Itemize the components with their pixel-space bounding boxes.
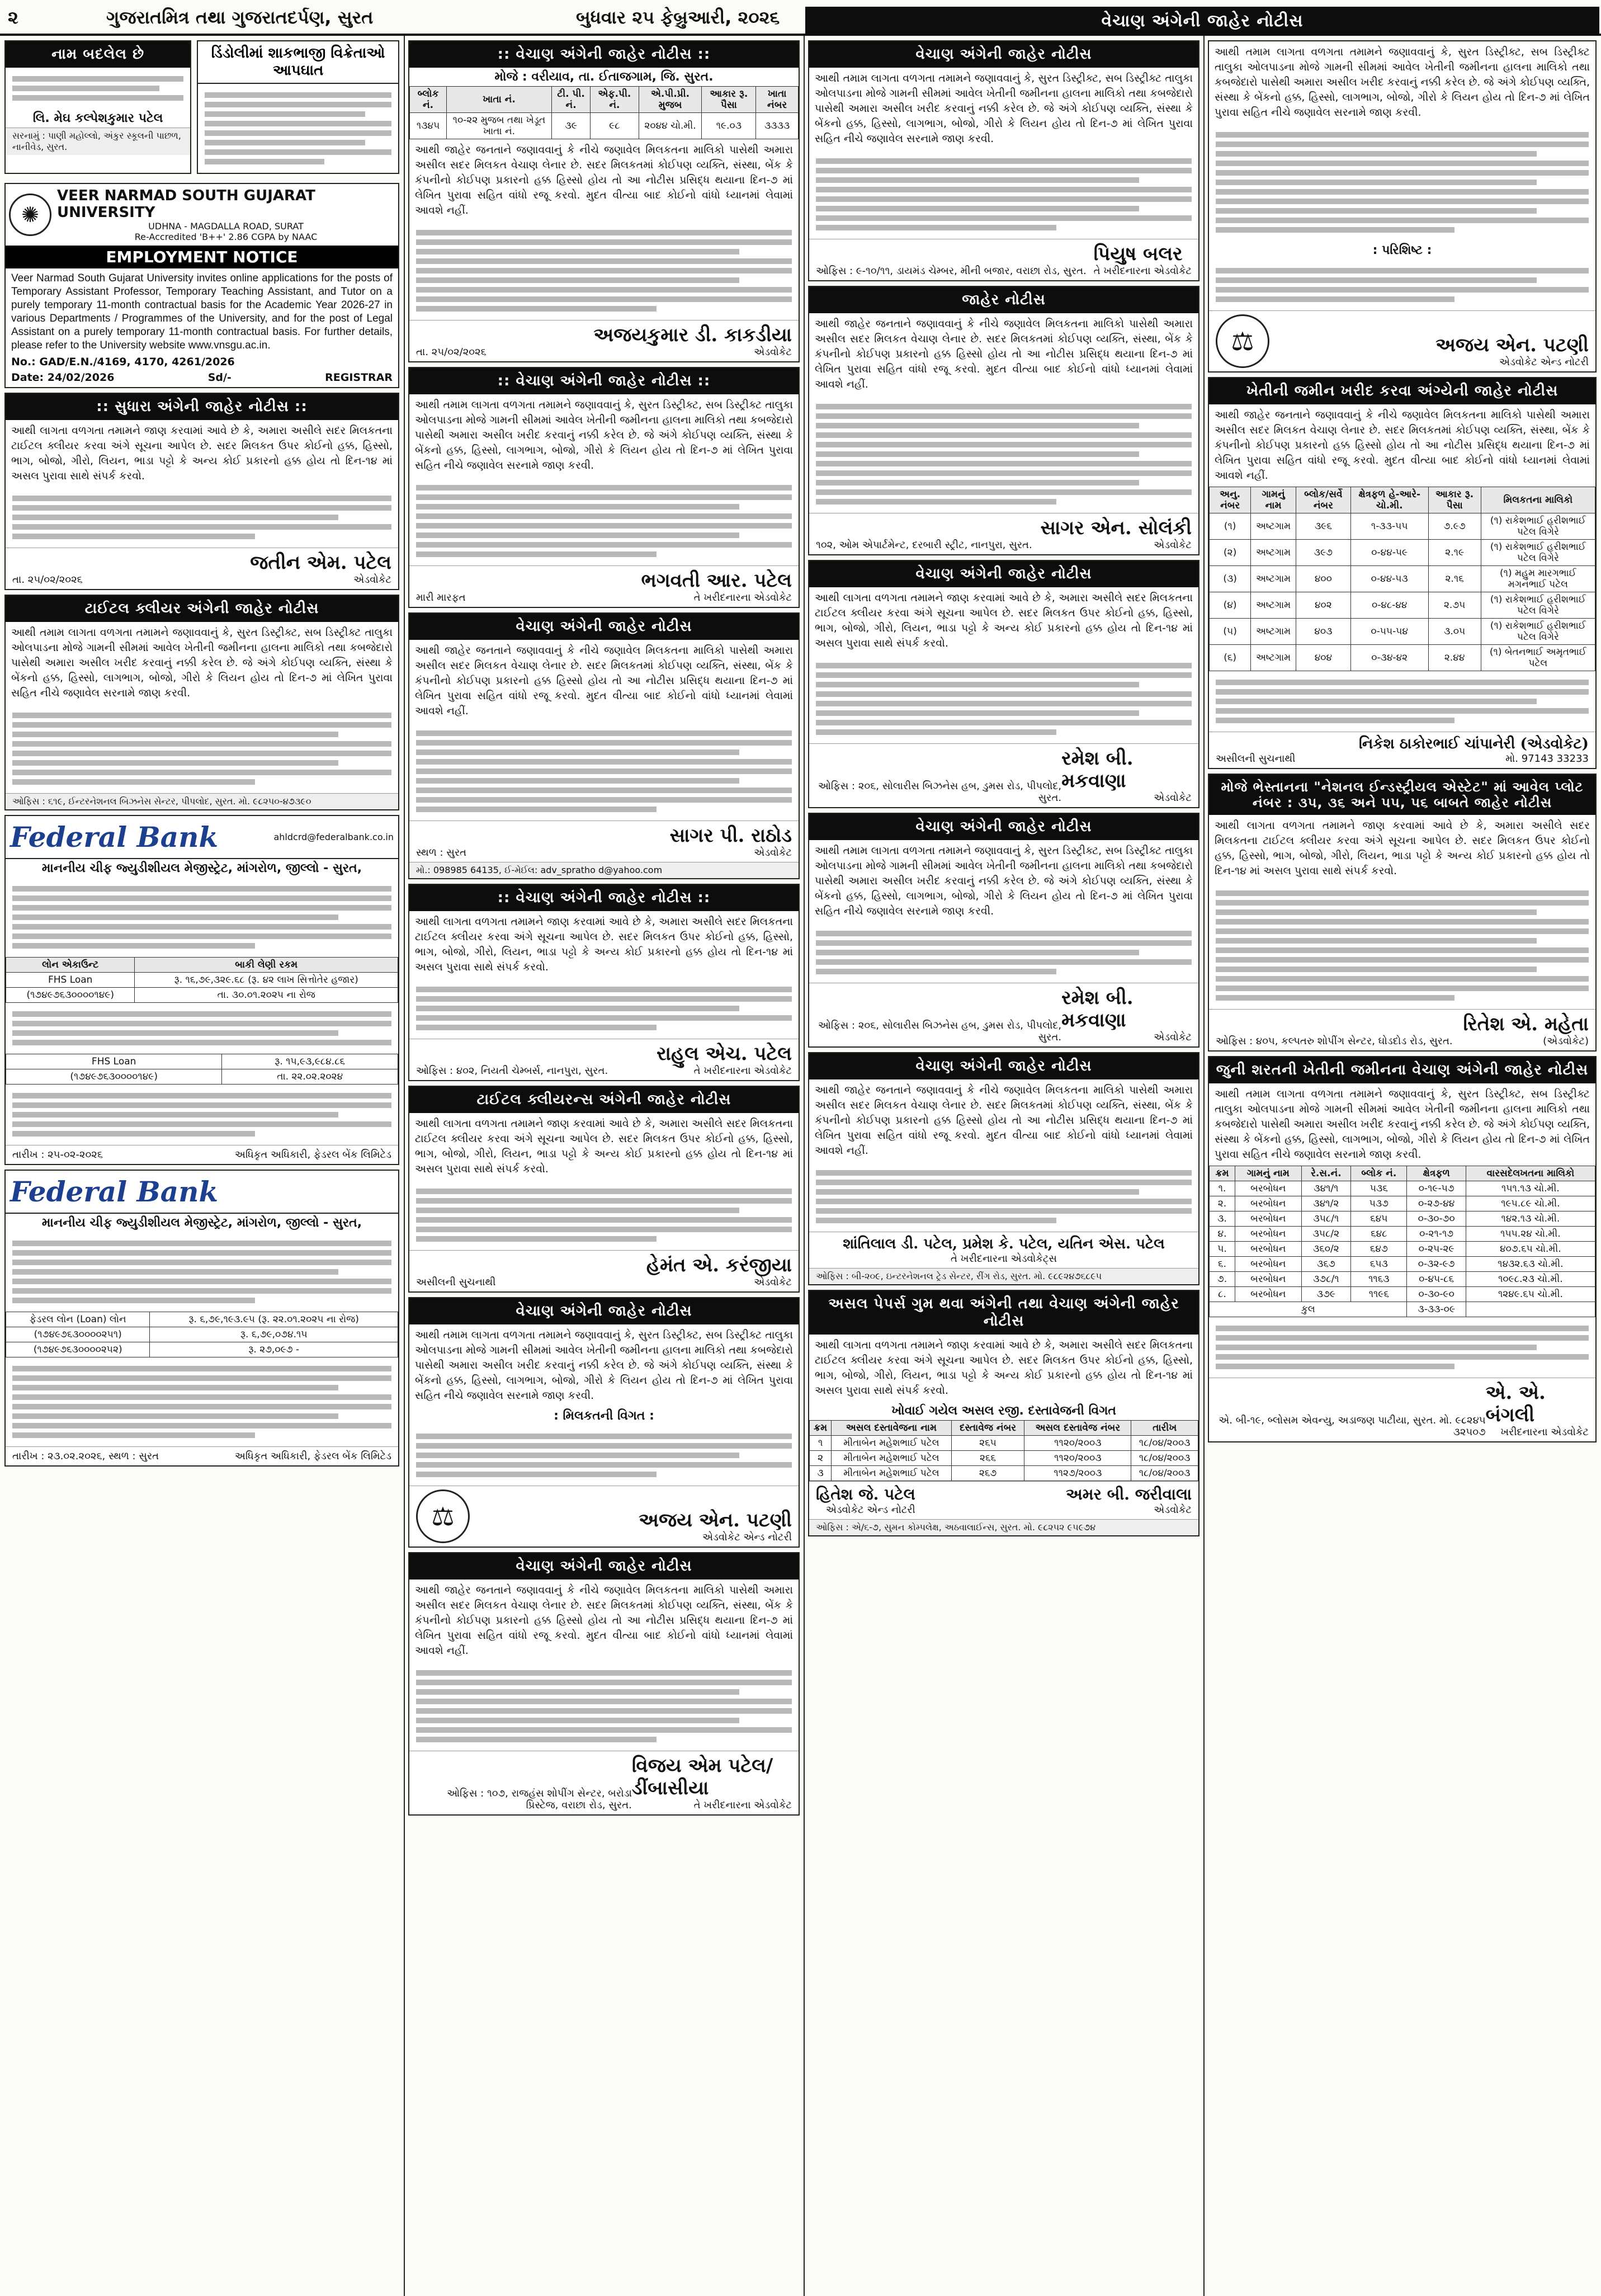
sale-notice-2: [408, 367, 800, 608]
signature-block: શાંતિલાલ ડી. પટેલ, પ્રમેશ કે. પટેલ, યતિન એસ. પટેલ તે ખરીદનારના એડવોકેટ્સ: [809, 1232, 1198, 1268]
notice-heading: ટાઈટલ ક્લીયરન્સ અંગેની જાહેર નોટીસ: [409, 1087, 799, 1113]
table-row: કુલ ૩-૩૩-૦૯: [1210, 1302, 1595, 1317]
advocate-name: અમર બી. જરીવાલા: [1066, 1485, 1192, 1503]
article-title: ડિંડોલીમાં શાકભાજી વિક્રેતાઓ આપઘાત: [198, 41, 398, 84]
notice-heading: વેચાણ અંગેની જાહેર નોટીસ: [409, 614, 799, 640]
table-row: (૧૭૪૯૭૬૩૦૦૦૦૧૪૯) તા. ૩૦.૦૧.૨૦૨૫ ના રોજ: [6, 988, 398, 1003]
notice-heading: :: વેચાણ અંગેની જાહેર નોટીસ ::: [409, 368, 799, 394]
column-rule: [804, 36, 805, 2296]
column-2: [408, 36, 800, 2296]
column-1: [4, 36, 399, 2296]
bank-header: [6, 1171, 398, 1214]
court-heading: માનનીય ચીફ જ્યુડીશીયલ મેજીસ્ટ્રેટ, માંગરોળ, જીલ્લો - સુરત,: [41, 1216, 362, 1230]
sale-notice-3: [408, 612, 800, 879]
top-row: [4, 36, 399, 178]
signature-block: ⚖ અજય એન. પટણી એડવોકેટ એન્ડ નોટરી: [1209, 310, 1595, 371]
employment-heading: EMPLOYMENT NOTICE: [6, 246, 398, 268]
advocate-name: રિતેશ એ. મહેતા: [1463, 1013, 1589, 1035]
table-row: (૧૭૪૯૭૬૩૦૦૦૦૨૫૧) રૂ. ૬,૭૯,૦૭૪.૧૫: [6, 1327, 398, 1342]
table-row: ૬. બરબોધન ૩૬૭ ૬૫૩ ૦-૩૨-૯૭ ૧૪૩૨.૬૩ ચો.મી.: [1210, 1257, 1595, 1272]
issue-date: બુધવાર ૨૫ ફેબ્રુઆરી, ૨૦૨૬: [576, 7, 780, 28]
notice-heading: ખેતીની જમીન ખરીદ કરવા અંગ્યેની જાહેર નોટીસ: [1209, 378, 1595, 404]
notice-heading: :: વેચાણ અંગેની જાહેર નોટીસ ::: [409, 885, 799, 911]
office-address: ઓફિસ : ૬૧૯, ઈન્ટરનેશનલ બિઝનેસ સેન્ટર, પીપલોદ, સુરત. મો. ૯૮૨૫૦-૪૭૩૯૦: [6, 793, 398, 809]
column-4: [1208, 36, 1597, 2296]
university-seal-icon: ✺: [9, 194, 51, 236]
table-row: ૧. બરબોધન ૩૪૧/૧ ૫૩૬ ૦-૧૯-૫૭ ૧૫૧.૧૩ ચો.મી.: [1210, 1181, 1595, 1196]
advocate-name: એ. એ. બંગલી: [1485, 1382, 1546, 1426]
notice-heading: વેચાણ અંગેની જાહેર નોટીસ: [809, 41, 1198, 68]
notice-heading: વેચાણ અંગેની જાહેર નોટીસ: [809, 1053, 1198, 1079]
advocate-name: વિજય એમ પટેલ/ડીંબાસીયા: [631, 1755, 773, 1799]
agri-land-table: અનુ. નંબર ગામનું નામ બ્લોક/સર્વે નંબર ક્ષેત્રફળ હે-આરે-ચો.મી. આકાર રૂ. પૈસા મિલકતના માલિકો (૧) અષ્ટગામ ૩૯૬ ૧-૩૩-૫૫ ૭.૯૭ (૧) રાકેશભાઈ હરીશભાઈ પટેલ વિગેરે (૨) અષ્ટગામ ૩૯૭ ૦-૪૪-૫૯ ૨.૧૯ (૧) રાકેશભાઈ હરીશભાઈ પટેલ વિગેરે (૩) અષ્ટગામ ૪૦૦ ૦-૪૪-૫૩ ૨.૧૬ (૧) મહુમ મારગભાઈ મગનભાઈ પટેલ (૪) અષ્ટગામ ૪૦૨ ૦-૪૮-૪૪ ૨.૭૫ (૧) રાકેશભાઈ હરીશભાઈ પટેલ વિગેરે (૫) અષ્ટગામ ૪૦૩ ૦-૫૫-૫૪ ૩.૦૫ (૧) રાકેશભાઈ હરીશભાઈ પટેલ વિગેરે (૬) અષ્ટગામ ૪૦૪ ૦-૩૪-૪૨ ૨.૪૪ (૧) બેતનભાઈ અમૃતભાઈ પટેલ: [1209, 487, 1595, 671]
signature-block: ઓફિસ : ૨૦૬, સોલારીસ બિઝનેસ હબ, ડુમસ રોડ, પીપલોદ, સુરત. રમેશ બી. મકવાણા એડવોકેટ: [809, 743, 1198, 807]
notice-body: આથી લાગતા વળગતા તમામને જાણ કરવામાં આવે છે કે, અમારા અસીલે સદર મિલકતના ટાઈટલ ક્લીયર કરવા અંગે સૂચના આપેલ છે. સદર મિલકત ઉપર કોઈનો હક્ક, હિસ્સો, ભાગ, બોજો, ગીરો, લિયન, ભાડા પટ્ટો કે અન્ય કોઈ પ્રકારનો હક્ક હોય તો દિન-૧૪ માં અસલ પુરાવા સાથે સંપર્ક કરવો.: [415, 916, 793, 973]
signature-block: તા. ૨૫/૦૨/૨૦૨૬ અજયકુમાર ડી. કાકડીયા એડવોકેટ: [409, 320, 799, 361]
advocate-contact: મો.: 098985 64135, ઈ-મેઈલ: adv_spratho d@yahoo.com: [409, 862, 799, 878]
survey-table: બ્લોક નં. ખાતા નં. ટી. પી. નં. એફ.પી. નં. એ.પી.પ્રી. મુજબ આકાર રૂ. પૈસા ખાતા નંબર ૧૩૪૫ ૧૦-૨૨ મુજબ તથા ખેડૂત ખાતા નં. ૩૯ ૯૮ ૨૦૪૪ ચો.મી. ૧૯.૦૩ ૩૩૩૩: [409, 86, 799, 139]
notice-body: આથી તમામ લાગતા વળગતા તમામને જણાવવાનું કે, સુરત ડિસ્ટ્રીક્ટ, સબ ડિસ્ટ્રીક્ટ તાલુકા ઓલપાડના મોજે ગામની સીમમાં આવેલ ખેતીની જમીનના હાલના માલિકો તથા કબજેદારો પાસેથી અમારા અસીલ ખરીદ કરવાનું નક્કી કરેલ છે. જે અંગે કોઈપણ વ્યક્તિ, સંસ્થા કે બેંકનો હક્ક, હિસ્સો, લાગભાગ, બોજો, ગીરો કે લિયન હોય તો દિન-૭ માં લેખિત પુરાવા સહિત નીચે જણાવેલ સરનામે જાણ કરવી.: [415, 399, 793, 472]
signature-block: ઓફિસ : ૯-૧૦/૧૧, ડાયમંડ ચેમ્બર, મીની બજાર, વરાછા રોડ, સુરત. પિયુષ બલર તે ખરીદનારના એડવોકેટ: [809, 239, 1198, 280]
university-address: UDHNA - MAGDALLA ROAD, SURAT: [148, 221, 304, 232]
notice-body: આથી લાગતા વળગતા તમામને જાણ કરવામાં આવે છે કે, અમારા અસીલે સદર મિલકતના ટાઈટલ ક્લીયર કરવા અંગે સૂચના આપેલ છે. સદર મિલકત ઉપર કોઈનો હક્ક, હિસ્સો, ભાગ, બોજો, ગીરો, લિયન, ભાડા પટ્ટો કે અન્ય કોઈ પ્રકારનો હક્ક હોય તો દિન-૧૪ માં અસલ પુરાવા સાથે સંપર્ક કરવો.: [11, 425, 393, 482]
sale-notice-9: [808, 813, 1199, 1048]
notice-body: આથી જાહેર જનતાને જણાવવાનું કે નીચે જણાવેલ મિલકતના માલિકો પાસેથી અમારા અસીલ સદર મિલકત વેચાણ લેનાર છે. સદર મિલકતમાં કોઈપણ વ્યક્તિ, સંસ્થા, બેંક કે કંપનીનો કોઈપણ પ્રકારનો હક્ક હિસ્સો હોય તો આ નોટીસ પ્રસિદ્ધ થયાના દિન-૭ માં લેખિત પુરાવા સહિત વાંધો રજૂ કરવો. મુદત વીત્યા બાદ કોઈનો વાંધો ધ્યાનમાં લેવામાં આવશે નહીં.: [415, 1584, 793, 1657]
notice-heading: :: સુધારા અંગેની જાહેર નોટીસ ::: [6, 394, 398, 420]
table-row: (૬) અષ્ટગામ ૪૦૪ ૦-૩૪-૪૨ ૨.૪૪ (૧) બેતનભાઈ અમૃતભાઈ પટેલ: [1210, 645, 1595, 671]
registrar: REGISTRAR: [325, 371, 393, 384]
public-notice: [808, 286, 1199, 555]
sale-notice-8: [808, 560, 1199, 808]
advocate-name: ભગવતી આર. પટેલ: [641, 569, 792, 592]
advocate-name: નિકેશ ઠાકોરભાઈ ચાંપાનેરી (એડવોકેટ): [1358, 736, 1589, 752]
table-row: ફેડરલ લોન (Loan) લોન રૂ. ૬,૭૯,૧૯૩.૯૫ (રૂ. ૨૨.૦૧.૨૦૨૫ ના રોજ): [6, 1312, 398, 1327]
sale-notice-4: [408, 884, 800, 1081]
bank-signature: તારીખ : ૨૫-૦૨-૨૦૨૬ અધિકૃત અધિકારી, ફેડરલ બેંક લિમિટેડ: [6, 1145, 398, 1164]
column-3: [808, 36, 1199, 2296]
table-row: (૨) અષ્ટગામ ૩૯૭ ૦-૪૪-૫૯ ૨.૧૯ (૧) રાકેશભાઈ હરીશભાઈ પટેલ વિગેરે: [1210, 540, 1595, 566]
notice-heading: નામ બદલેલ છે: [6, 41, 190, 68]
date: તા. ૨૫/૦૨/૨૦૨૬: [12, 574, 83, 586]
notice-body: આથી તમામ લાગતા વળગતા તમામને જણાવવાનું કે, સુરત ડિસ્ટ્રીક્ટ, સબ ડિસ્ટ્રીક્ટ તાલુકા ઓલપાડના મોજે ગામની સીમમાં આવેલ ખેતીની જમીનના હાલના માલિકો તથા કબજેદારો પાસેથી અમારા અસીલ ખરીદ કરવાનું નક્કી કરેલ છે. જે અંગે કોઈપણ વ્યક્તિ, સંસ્થા કે બેંકનો હક્ક, હિસ્સો, લાગભાગ, બોજો, ગીરો કે લિયન હોય તો દિન-૭ માં લેખિત પુરાવા સહિત નીચે જણાવેલ સરનામે જાણ કરવી.: [1215, 46, 1590, 119]
name-change-notice: [4, 40, 191, 174]
sale-notice-7: [808, 40, 1199, 281]
old-tenure-rows: [1210, 1181, 1595, 1302]
table-row: FHS Loan રૂ. ૧૫,૯૩,૯૮૪.૮૬: [6, 1054, 398, 1069]
table-row: ૨ મીતાબેન મહેશભાઈ પટેલ ૨૬૬ ૧૧૨૦/૨૦૦૩ ૧૮/૦૪/૨૦૦૩: [810, 1451, 1198, 1466]
notice-heading: વેચાણ અંગેની જાહેર નોટીસ: [809, 814, 1198, 840]
notice-body: આથી લાગતા વળગતા તમામને જાણ કરવામાં આવે છે કે, અમારા અસીલે સદર મિલકતના ટાઈટલ ક્લીયર કરવા અંગે સૂચના આપેલ છે. સદર મિલકત ઉપર કોઈનો હક્ક, હિસ્સો, ભાગ, બોજો, ગીરો, લિયન, ભાડા પટ્ટો કે અન્ય કોઈ પ્રકારનો હક્ક હોય તો દિન-૧૪ માં અસલ પુરાવા સાથે સંપર્ક કરવો.: [415, 1118, 793, 1175]
notice-body: [6, 68, 190, 109]
old-tenure-land-notice: [1208, 1056, 1597, 1442]
advocate-name: રમેશ બી. મકવાણા: [1061, 747, 1134, 792]
signature-block: ⚖ અજય એન. પટણી એડવોકેટ એન્ડ નોટરી: [409, 1486, 799, 1547]
loan-table: [6, 1312, 398, 1357]
university-accreditation: Re-Accredited 'B++' 2.86 CGPA by NAAC: [134, 232, 318, 242]
sale-notice-5: વેચાણ અંગેની જાહેર નોટીસ આથી તમામ લાગતા વળગતા તમામને જણાવવાનું કે, સુરત ડિસ્ટ્રીક્ટ, સબ ડિસ્ટ્રીક્ટ તાલુકા ઓલપાડના મોજે ગામની સીમમાં આવેલ ખેતીની જમીનના હાલના માલિકો તથા કબજેદારો પાસેથી અમારા અસીલ ખરીદ કરવાનું નક્કી કરેલ છે. જે અંગે કોઈપણ વ્યક્તિ, સંસ્થા કે બેંકનો હક્ક, હિસ્સો, લાગભાગ, બોજો, ગીરો કે લિયન હોય તો દિન-૭ માં લેખિત પુરાવા સહિત નીચે જણાવેલ સરનામે જાણ કરવી. : મિલકતની વિગત : ⚖ અજય એન. પટણી એડવોકેટ એન્ડ નોટરી: [408, 1297, 800, 1548]
table-row: (૧) અષ્ટગામ ૩૯૬ ૧-૩૩-૫૫ ૭.૯૭ (૧) રાકેશભાઈ હરીશભાઈ પટેલ વિગેરે: [1210, 513, 1595, 540]
paper-name: ગુજરાતમિત્ર તથા ગુજરાતદર્પણ, સુરત: [106, 7, 374, 28]
notice-heading: જુની શરતની ખેતીની જમીનના વેચાણ અંગેની જાહેર નોટીસ: [1209, 1057, 1595, 1083]
title-clearance-notice: [408, 1086, 800, 1293]
federal-bank-notice-1: [4, 815, 399, 1165]
advocate-name: હિતેશ જે. પટેલ: [816, 1485, 915, 1503]
sale-notice-10: વેચાણ અંગેની જાહેર નોટીસ આથી જાહેર જનતાને જણાવવાનું કે નીચે જણાવેલ મિલકતના માલિકો પાસેથી અમારા અસીલ સદર મિલકત વેચાણ લેનાર છે. સદર મિલકતમાં કોઈપણ વ્યક્તિ, સંસ્થા, બેંક કે કંપનીનો કોઈપણ પ્રકારનો હક્ક હિસ્સો હોય તો આ નોટીસ પ્રસિદ્ધ થયાના દિન-૭ માં લેખિત પુરાવા સહિત વાંધો રજૂ કરવો. મુદત વીત્યા બાદ કોઈનો વાંધો ધ્યાનમાં લેવામાં આવશે નહીં. શાંતિલાલ ડી. પટેલ, પ્રમેશ કે. પટેલ, યતિન એસ. પટેલ તે ખરીદનારના એડવોકેટ્સ ઓફિસ : બી-૨૦૯, ઇન્ટરનેશનલ ટ્રેડ સેન્ટર, રીંગ રોડ, સુરત. મો. ૯૮૯૨૪૭૬૮૯૫: [808, 1052, 1199, 1285]
signature-block: ઓફિસ : ૨૦૬, સોલારીસ બિઝનેસ હબ, ડુમસ રોડ, પીપલોદ, સુરત. રમેશ બી. મકવાણા એડવોકેટ: [809, 983, 1198, 1046]
column-rule: [404, 36, 405, 2296]
notice-heading: જાહેર નોટીસ: [809, 287, 1198, 313]
university-header: [6, 184, 398, 246]
university-footer-2: [6, 371, 398, 387]
bank-signature: તારીખ : ૨૩.૦૨.૨૦૨૬, સ્થળ : સુરત અધિકૃત અધિકારી, ફેડરલ બેંક લિમિટેડ: [6, 1446, 398, 1465]
advocate-name: જતીન એમ. પટેલ: [250, 551, 391, 574]
notice-heading: મોજે ભેસ્તાનના "નેશનલ ઈન્ડસ્ટ્રીયલ એસ્ટેટ" માં આવેલ પ્લોટ નંબર : ૩૫, ૩૬ અને ૫૫, ૫૬ બાબતે જાહેર નોટીસ: [1209, 775, 1595, 815]
agri-land-notice: [1208, 377, 1597, 769]
loan-table: [6, 1054, 398, 1085]
masthead-heading: વેચાણ અંગેની જાહેર નોટીસ: [805, 7, 1599, 35]
table-row: ૧ મીતાબેન મહેશભાઈ પટેલ ૨૬૫ ૧૧૨૦/૨૦૦૩ ૧૮/૦૪/૨૦૦૩: [810, 1436, 1198, 1451]
notice-body: આથી તમામ લાગતા વળગતા તમામને જણાવવાનું કે, સુરત ડિસ્ટ્રીક્ટ, સબ ડિસ્ટ્રીક્ટ તાલુકા ઓલપાડના મોજે ગામની સીમમાં આવેલ ખેતીની જમીનના હાલના માલિકો તથા કબજેદારો પાસેથી અમારા અસીલ ખરીદ કરવાનું નક્કી કરેલ છે. જે અંગે કોઈપણ વ્યક્તિ, સંસ્થા કે બેંકનો હક્ક, હિસ્સો, લાગભાગ, બોજો, ગીરો કે લિયન હોય તો દિન-૭ માં લેખિત પુરાવા સહિત નીચે જણાવેલ સરનામે જાણ કરવી.: [11, 626, 393, 699]
university-footer: [6, 356, 398, 371]
table-row: ૭. બરબોધન ૩૭૮/૧ ૧૧૬૩ ૦-૪૫-૮૬ ૧૦૯૮.૨૩ ચો.મી.: [1210, 1272, 1595, 1287]
advocate-name: શાંતિલાલ ડી. પટેલ, પ્રમેશ કે. પટેલ, યતિન એસ. પટેલ: [843, 1236, 1165, 1252]
federal-bank-notice-2: [4, 1170, 399, 1467]
bank-email: ahldcrd@federalbank.co.in: [273, 832, 394, 842]
title-clear-notice: [4, 595, 399, 810]
university-notice: [4, 183, 399, 388]
notice-heading: વેચાણ અંગેની જાહેર નોટીસ: [409, 1553, 799, 1580]
table-row: ૩ મીતાબેન મહેશભાઈ પટેલ ૨૬૭ ૧૧૨૭/૨૦૦૩ ૧૮/૦૪/૨૦૦૩: [810, 1466, 1198, 1481]
table-row: ૧૩૪૫ ૧૦-૨૨ મુજબ તથા ખેડૂત ખાતા નં. ૩૯ ૯૮ ૨૦૪૪ ચો.મી. ૧૯.૦૩ ૩૩૩૩: [410, 113, 799, 139]
signature-block: મારી મારફત ભગવતી આર. પટેલ તે ખરીદનારના એડવોકેટ: [409, 565, 799, 607]
bank-header: [6, 816, 398, 859]
village-line: મોજે : વરીયાવ, તા. ઈતાજગામ, જિ. સુરત.: [494, 70, 714, 84]
court-heading: માનનીય ચીફ જ્યુડીશીયલ મેજીસ્ટ્રેટ, માંગરોળ, જીલ્લો - સુરત,: [41, 861, 362, 875]
signature-block: સ્થળ : સુરત સાગર પી. રાઠોડ એડવોકેટ: [409, 821, 799, 862]
signature-block: ઓફિસ : ૪૦૨, નિયતી ચેમ્બર્સ, નાનપુરા, સુરત. રાહુલ એચ. પટેલ તે ખરીદનારના એડવોકેટ: [409, 1039, 799, 1080]
page-number: ૨: [8, 7, 18, 28]
notary-seal-icon: ⚖: [1216, 314, 1269, 368]
signature-block: અસીલની સુચનાથી હેમંત એ. કરંજીયા એડવોકેટ: [409, 1250, 799, 1291]
signature-block: તા. ૨૫/૦૨/૨૦૨૬ જતીન એમ. પટેલ એડવોકેટ: [6, 548, 398, 589]
federal-bank-logo: Federal Bank: [10, 821, 219, 854]
advocate-name: પિયુષ બલર: [1093, 243, 1183, 265]
notice-body: આથી લાગતા વળગતા તમામને જાણ કરવામાં આવે છે કે, અમારા અસીલે સદર મિલકતના ટાઈટલ ક્લીયર કરવા અંગે સૂચના આપેલ છે. સદર મિલકત ઉપર કોઈનો હક્ક, હિસ્સો, ભાગ, બોજો, ગીરો, લિયન, ભાડા પટ્ટો કે અન્ય કોઈ પ્રકારનો હક્ક હોય તો દિન-૧૪ માં અસલ પુરાવા સાથે સંપર્ક કરવો.: [1215, 819, 1590, 877]
sale-notice-6: [408, 1552, 800, 1816]
notice-heading: અસલ પેપર્સ ગુમ થવા અંગેની તથા વેચાણ અંગેની જાહેર નોટીસ: [809, 1291, 1198, 1335]
notice-body: આથી તમામ લાગતા વળગતા તમામને જણાવવાનું કે, સુરત ડિસ્ટ્રીક્ટ, સબ ડિસ્ટ્રીક્ટ તાલુકા ઓલપાડના મોજે ગામની સીમમાં આવેલ ખેતીની જમીનના હાલના માલિકો તથા કબજેદારો પાસેથી અમારા અસીલ ખરીદ કરવાનું નક્કી કરેલ છે. જે અંગે કોઈપણ વ્યક્તિ, સંસ્થા કે બેંકનો હક્ક, હિસ્સો, લાગભાગ, બોજો, ગીરો કે લિયન હોય તો દિન-૭ માં લેખિત પુરાવા સહિત નીચે જણાવેલ સરનામે જાણ કરવી.: [815, 72, 1193, 145]
column-rule: [1203, 36, 1205, 2296]
notice-body: આથી તમામ લાગતા વળગતા તમામને જણાવવાનું કે, સુરત ડિસ્ટ્રીક્ટ, સબ ડિસ્ટ્રીક્ટ તાલુકા ઓલપાડના મોજે ગામની સીમમાં આવેલ ખેતીની જમીનના હાલના માલિકો તથા કબજેદારો પાસેથી અમારા અસીલ ખરીદ કરવાનું નક્કી કરેલ છે. જે અંગે કોઈપણ વ્યક્તિ, સંસ્થા કે બેંકનો હક્ક, હિસ્સો, લાગભાગ, બોજો, ગીરો કે લિયન હોય તો દિન-૭ માં લેખિત પુરાવા સહિત નીચે જણાવેલ સરનામે જાણ કરવી.: [815, 845, 1193, 917]
advocate-name: અજય એન. પટણી: [1435, 334, 1589, 356]
name-change-owner: લિ. મેઘ કલ્પેશકુમાર પટેલ: [32, 111, 163, 125]
notice-body: આથી જાહેર જનતાને જણાવવાનું કે નીચે જણાવેલ મિલકતના માલિકો પાસેથી અમારા અસીલ સદર મિલકત વેચાણ લેનાર છે. સદર મિલકતમાં કોઈપણ વ્યક્તિ, સંસ્થા, બેંક કે કંપનીનો કોઈપણ પ્રકારનો હક્ક હિસ્સો હોય તો આ નોટીસ પ્રસિદ્ધ થયાના દિન-૭ માં લેખિત પુરાવા સહિત વાંધો રજૂ કરવો. મુદત વીત્યા બાદ કોઈનો વાંધો ધ્યાનમાં લેવામાં આવશે નહીં.: [415, 144, 793, 216]
notice-heading: વેચાણ અંગેની જાહેર નોટીસ: [409, 1298, 799, 1324]
signature-block: અસીલની સુચનાથી નિકેશ ઠાકોરભાઈ ચાંપાનેરી (એડવોકેટ) મો. 97143 33233: [1209, 732, 1595, 768]
table-row: (૪) અષ્ટગામ ૪૦૨ ૦-૪૮-૪૪ ૨.૭૫ (૧) રાકેશભાઈ હરીશભાઈ પટેલ વિગેરે: [1210, 592, 1595, 619]
table-row: (૩) અષ્ટગામ ૪૦૦ ૦-૪૪-૫૩ ૨.૧૬ (૧) મહુમ મારગભાઈ મગનભાઈ પટેલ: [1210, 566, 1595, 592]
lost-docs-table: ક્રમ અસલ દસ્તાવેજના નામ દસ્તાવેજ નંબર અસલ દસ્તાવેજ નંબર તારીખ ૧ મીતાબેન મહેશભાઈ પટેલ ૨૬૫ ૧૧૨૦/૨૦૦૩ ૧૮/૦૪/૨૦૦૩ ૨ મીતાબેન મહેશભાઈ પટેલ ૨૬૬ ૧૧૨૦/૨૦૦૩ ૧૮/૦૪/૨૦૦૩ ૩ મીતાબેન મહેશભાઈ પટેલ ૨૬૭ ૧૧૨૭/૨૦૦૩ ૧૮/૦૪/૨૦૦૩: [809, 1420, 1198, 1481]
advocate-name: અજય એન. પટણી: [639, 1509, 792, 1531]
notice-date: Date: 24/02/2026: [11, 371, 115, 384]
notice-body: આથી લાગતા વળગતા તમામને જાણ કરવામાં આવે છે કે, અમારા અસીલે સદર મિલકતના ટાઈટલ ક્લીયર કરવા અંગે સૂચના આપેલ છે. સદર મિલકત ઉપર કોઈનો હક્ક, હિસ્સો, ભાગ, બોજો, ગીરો, લિયન, ભાડા પટ્ટો કે અન્ય કોઈ પ્રકારનો હક્ક હોય તો દિન-૧૪ માં અસલ પુરાવા સાથે સંપર્ક કરવો.: [815, 1339, 1193, 1397]
table-row: (૧૭૪૯૭૬૩૦૦૦૦૨૫૨) રૂ. ૨૭,૦૯૭ -: [6, 1342, 398, 1357]
table-row: ૫. બરબોધન ૩૬૦/૨ ૬૪૭ ૦-૨૫-૨૯ ૪૦૭.૬૫ ચો.મી.: [1210, 1242, 1595, 1257]
notary-seal-icon: ⚖: [416, 1489, 470, 1543]
notice-heading: વેચાણ અંગેની જાહેર નોટીસ: [809, 561, 1198, 587]
employment-text: Veer Narmad South Gujarat University invites online applications for the posts of Temporary Assistant Professor, Temporary Teaching Assistant, and Tutor on a purely temporary 11-month contractual basis for the Academic Year 2026-27 in various Departments / Programmes of the University, and for the post of Legal Assistant on a purely temporary 11-month contractual basis. For further details, please refer to the University website www.vnsgu.ac.in.: [11, 272, 393, 351]
national-estate-notice: [1208, 774, 1597, 1052]
table-row: (૫) અષ્ટગામ ૪૦૩ ૦-૫૫-૫૪ ૩.૦૫ (૧) રાકેશભાઈ હરીશભાઈ પટેલ વિગેરે: [1210, 619, 1595, 645]
notice-body: આથી જાહેર જનતાને જણાવવાનું કે નીચે જણાવેલ મિલકતના માલિકો પાસેથી અમારા અસીલ સદર મિલકત વેચાણ લેનાર છે. સદર મિલકતમાં કોઈપણ વ્યક્તિ, સંસ્થા, બેંક કે કંપનીનો કોઈપણ પ્રકારનો હક્ક હિસ્સો હોય તો આ નોટીસ પ્રસિદ્ધ થયાના દિન-૭ માં લેખિત પુરાવા સહિત વાંધો રજૂ કરવો. મુદત વીત્યા બાદ કોઈનો વાંધો ધ્યાનમાં લેવામાં આવશે નહીં.: [815, 318, 1193, 390]
table-row: ૮. બરબોધન ૩૭૯ ૧૧૯૬ ૦-૩૦-૯૦ ૧૨૪૯.૬૫ ચો.મી.: [1210, 1287, 1595, 1302]
signature-block: ઓફિસ : ૪૦૫, કલ્પતરુ શોપીંગ સેન્ટર, ઘોડદોડ રોડ, સુરત. રિતેશ એ. મહેતા (એડવોકેટ): [1209, 1009, 1595, 1050]
table-row: (૧૭૪૯૭૬૩૦૦૦૦૧૪૯) તા. ૨૨.૦૨.૨૦૨૪: [6, 1069, 398, 1085]
lost-papers-notice: અસલ પેપર્સ ગુમ થવા અંગેની તથા વેચાણ અંગેની જાહેર નોટીસ આથી લાગતા વળગતા તમામને જાણ કરવામાં આવે છે કે, અમારા અસીલે સદર મિલકતના ટાઈટલ ક્લીયર કરવા અંગે સૂચના આપેલ છે. સદર મિલકત ઉપર કોઈનો હક્ક, હિસ્સો, ભાગ, બોજો, ગીરો, લિયન, ભાડા પટ્ટો કે અન્ય કોઈ પ્રકારનો હક્ક હોય તો દિન-૧૪ માં અસલ પુરાવા સાથે સંપર્ક કરવો. ખોવાઈ ગયેલ અસલ રજી. દસ્તાવેજની વિગત ક્રમ અસલ દસ્તાવેજના નામ દસ્તાવેજ નંબર અસલ દસ્તાવેજ નંબર તારીખ ૧ મીતાબેન મહેશભાઈ પટેલ ૨૬૫ ૧૧૨૦/૨૦૦૩ ૧૮/૦૪/૨૦૦૩ ૨ મીતાબેન મહેશભાઈ પટેલ ૨૬૬ ૧૧૨૦/૨૦૦૩ ૧૮/૦૪/૨૦૦૩ ૩ મીતાબેન મહેશભાઈ પટેલ ૨૬૭ ૧૧૨૭/૨૦૦૩ ૧૮/૦૪/૨૦૦૩ હિતેશ જે. પટેલ એડવોકેટ એન્ડ નોટરી અમર બી. જરીવાલા એડવોકેટ ઓફિસ : એ/૬-૭, સુમન કોમ્પલેક્ષ, અઠવાલાઈન્સ, સુરત. મો. ૯૮૨૫૨ ૯૫૯૭૪: [808, 1290, 1199, 1536]
table-row: ૪. બરબોધન ૩૫૮/૨ ૬૪૮ ૦-૨૧-૧૭ ૧૫૫.૨૪ ચો.મી.: [1210, 1227, 1595, 1242]
federal-bank-logo: Federal Bank: [10, 1175, 219, 1208]
sale-notice-11: આથી તમામ લાગતા વળગતા તમામને જણાવવાનું કે, સુરત ડિસ્ટ્રીક્ટ, સબ ડિસ્ટ્રીક્ટ તાલુકા ઓલપાડના મોજે ગામની સીમમાં આવેલ ખેતીની જમીનના હાલના માલિકો તથા કબજેદારો પાસેથી અમારા અસીલ ખરીદ કરવાનું નક્કી કરેલ છે. જે અંગે કોઈપણ વ્યક્તિ, સંસ્થા કે બેંકનો હક્ક, હિસ્સો, લાગભાગ, બોજો, ગીરો કે લિયન હોય તો દિન-૭ માં લેખિત પુરાવા સહિત નીચે જણાવેલ સરનામે જાણ કરવી. : પરિશિષ્ટ : ⚖ અજય એન. પટણી એડવોકેટ એન્ડ નોટરી: [1208, 40, 1597, 373]
notice-heading: :: વેચાણ અંગેની જાહેર નોટીસ ::: [409, 41, 799, 68]
loan-table: લોન એકાઉન્ટ બાકી લેણી રકમ FHS Loan રૂ. ૧૬,૭૯,૩૨૯.૬૮ (રૂ. ૪૨ લાખ સિત્તોતેર હજાર) (૧૭૪૯૭૬૩૦૦૦૦૧૪૯) તા. ૩૦.૦૧.૨૦૨૫ ના રોજ: [6, 957, 398, 1003]
name-change-address: સરનામું : પાણી મહોલ્લો, અંકુર સ્કૂલની પાછળ, નાનીવેડ, સુરત.: [6, 128, 190, 155]
advocate-name: અજયકુમાર ડી. કાકડીયા: [593, 324, 792, 346]
notice-body: આથી જાહેર જનતાને જણાવવાનું કે નીચે જણાવેલ મિલકતના માલિકો પાસેથી અમારા અસીલ સદર મિલકત વેચાણ લેનાર છે. સદર મિલકતમાં કોઈપણ વ્યક્તિ, સંસ્થા, બેંક કે કંપનીનો કોઈપણ પ્રકારનો હક્ક હિસ્સો હોય તો આ નોટીસ પ્રસિદ્ધ થયાના દિન-૭ માં લેખિત પુરાવા સહિત વાંધો રજૂ કરવો. મુદત વીત્યા બાદ કોઈનો વાંધો ધ્યાનમાં લેવામાં આવશે નહીં.: [415, 644, 793, 717]
signature-block: ૧૦૨, ઓમ એપાર્ટમેન્ટ, દરબારી સ્ટ્રીટ, નાનપુરા, સુરત. સાગર એન. સોલંકી એડવોકેટ: [809, 513, 1198, 554]
advocate-name: સાગર એન. સોલંકી: [1040, 517, 1192, 539]
masthead: [0, 0, 1601, 36]
signature-block: ઓફિસ : ૧૦૭, રાજહંસ શોપીંગ સેન્ટર, બરોડા પ્રિસ્ટેજ, વરાછા રોડ, સુરત. વિજય એમ પટેલ/ડીંબાસીયા તે ખરીદનારના એડવોકેટ: [409, 1751, 799, 1814]
table-row: ૩. બરબોધન ૩૫૮/૧ ૬૪૫ ૦-૩૦-૭૦ ૧૪૨.૧૩ ચો.મી.: [1210, 1211, 1595, 1227]
sale-notice-survey: [408, 40, 800, 362]
advocate-name: રમેશ બી. મકવાણા: [1061, 987, 1134, 1031]
notice-body: આથી જાહેર જનતાને જણાવવાનું કે નીચે જણાવેલ મિલકતના માલિકો પાસેથી અમારા અસીલ સદર મિલકત વેચાણ લેનાર છે. સદર મિલકતમાં કોઈપણ વ્યક્તિ, સંસ્થા, બેંક કે કંપનીનો કોઈપણ પ્રકારનો હક્ક હિસ્સો હોય તો આ નોટીસ પ્રસિદ્ધ થયાના દિન-૭ માં લેખિત પુરાવા સહિત વાંધો રજૂ કરવો. મુદત વીત્યા બાદ કોઈનો વાંધો ધ્યાનમાં લેવામાં આવશે નહીં.: [815, 1084, 1193, 1157]
notice-body: આથી જાહેર જનતાને જણાવવાનું કે નીચે જણાવેલ મિલકતના માલિકો પાસેથી અમારા અસીલ સદર મિલકત વેચાણ લેનાર છે. સદર મિલકતમાં કોઈપણ વ્યક્તિ, સંસ્થા, બેંક કે કંપનીનો કોઈપણ પ્રકારનો હક્ક હિસ્સો હોય તો આ નોટીસ પ્રસિદ્ધ થયાના દિન-૭ માં લેખિત પુરાવા સહિત વાંધો રજૂ કરવો. મુદત વીત્યા બાદ કોઈનો વાંધો ધ્યાનમાં લેવામાં આવશે નહીં.: [1215, 409, 1590, 482]
signature-block: હિતેશ જે. પટેલ એડવોકેટ એન્ડ નોટરી અમર બી. જરીવાલા એડવોકેટ: [809, 1481, 1198, 1519]
advocate-name: સાગર પી. રાઠોડ: [669, 824, 792, 847]
table-row: ૨. બરબોધન ૩૪૧/૨ ૫૩૭ ૦-૨૭-૪૪ ૧૯૫.૮૯ ચો.મી.: [1210, 1196, 1595, 1211]
table-row: FHS Loan રૂ. ૧૬,૭૯,૩૨૯.૬૮ (રૂ. ૪૨ લાખ સિત્તોતેર હજાર): [6, 973, 398, 988]
notice-body: આથી લાગતા વળગતા તમામને જાણ કરવામાં આવે છે કે, અમારા અસીલે સદર મિલકતના ટાઈટલ ક્લીયર કરવા અંગે સૂચના આપેલ છે. સદર મિલકત ઉપર કોઈનો હક્ક, હિસ્સો, ભાગ, બોજો, ગીરો, લિયન, ભાડા પટ્ટો કે અન્ય કોઈ પ્રકારનો હક્ક હોય તો દિન-૧૪ માં અસલ પુરાવા સાથે સંપર્ક કરવો.: [815, 592, 1193, 649]
article-body: [198, 84, 398, 173]
signed: Sd/-: [207, 371, 232, 384]
old-tenure-table: ક્રમ ગામનું નામ રે.સ.નં. બ્લોક નં. ક્ષેત્રફળ વારસદેલખતના માલિકો ૧. બરબોધન ૩૪૧/૧ ૫૩૬ ૦-૧૯-૫૭ ૧૫૧.૧૩ ચો.મી. ૨. બરબોધન ૩૪૧/૨ ૫૩૭ ૦-૨૭-૪૪ ૧૯૫.૮૯ ચો.મી. ૩. બરબોધન ૩૫૮/૧ ૬૪૫ ૦-૩૦-૭૦ ૧૪૨.૧૩ ચો.મી. ૪. બરબોધન ૩૫૮/૨ ૬૪૮ ૦-૨૧-૧૭ ૧૫૫.૨૪ ચો.મી. ૫. બરબોધન ૩૬૦/૨ ૬૪૭ ૦-૨૫-૨૯ ૪૦૭.૬૫ ચો.મી. ૬. બરબોધન ૩૬૭ ૬૫૩ ૦-૩૨-૯૭ ૧૪૩૨.૬૩ ચો.મી. ૭. બરબોધન ૩૭૮/૧ ૧૧૬૩ ૦-૪૫-૮૬ ૧૦૯૮.૨૩ ચો.મી. ૮. બરબોધન ૩૭૯ ૧૧૯૬ ૦-૩૦-૯૦ ૧૨૪૯.૬૫ ચો.મી. કુલ ૩-૩૩-૦૯: [1209, 1166, 1595, 1317]
notice-body: આથી તમામ લાગતા વળગતા તમામને જણાવવાનું કે, સુરત ડિસ્ટ્રીક્ટ, સબ ડિસ્ટ્રીક્ટ તાલુકા ઓલપાડના મોજે ગામની સીમમાં આવેલ ખેતીની જમીનના હાલના માલિકો તથા કબજેદારો પાસેથી અમારા અસીલ ખરીદ કરવાનું નક્કી કરેલ છે. જે અંગે કોઈપણ વ્યક્તિ, સંસ્થા કે બેંકનો હક્ક, હિસ્સો, લાગભાગ, બોજો, ગીરો કે લિયન હોય તો દિન-૭ માં લેખિત પુરાવા સહિત નીચે જણાવેલ સરનામે જાણ કરવી.: [415, 1329, 793, 1402]
signature-block: એ. બી-૧૯, બ્લોસમ એવન્યુ, અડાજણ પાટીયા, સુરત. મો. ૯૮૨૪૫ ૩૨૫૦૭ એ. એ. બંગલી ખરીદનારના એડવોકેટ: [1209, 1378, 1595, 1441]
masthead-right-banner: [805, 7, 1599, 35]
correction-notice: [4, 393, 399, 590]
advocate-name: રાહુલ એચ. પટેલ: [657, 1043, 792, 1065]
university-name: VEER NARMAD SOUTH GUJARAT UNIVERSITY: [57, 187, 315, 221]
notice-heading: ટાઈટલ ક્લીયર અંગેની જાહેર નોટીસ: [6, 596, 398, 622]
news-article: [197, 40, 399, 174]
reference-number: No.: GAD/E.N./4169, 4170, 4261/2026: [11, 356, 235, 368]
advocate-name: હેમંત એ. કરંજીયા: [646, 1254, 792, 1276]
notice-body: આથી તમામ લાગતા વળગતા તમામને જણાવવાનું કે, સુરત ડિસ્ટ્રીક્ટ, સબ ડિસ્ટ્રીક્ટ તાલુકા ઓલપાડના મોજે ગામની સીમમાં આવેલ ખેતીની જમીનના હાલના માલિકો તથા કબજેદારો પાસેથી અમારા અસીલ ખરીદ કરવાનું નક્કી કરેલ છે. જે અંગે કોઈપણ વ્યક્તિ, સંસ્થા કે બેંકનો હક્ક, હિસ્સો, લાગભાગ, બોજો, ગીરો કે લિયન હોય તો દિન-૭ માં લેખિત પુરાવા સહિત નીચે જણાવેલ સરનામે જાણ કરવી.: [1215, 1088, 1590, 1161]
